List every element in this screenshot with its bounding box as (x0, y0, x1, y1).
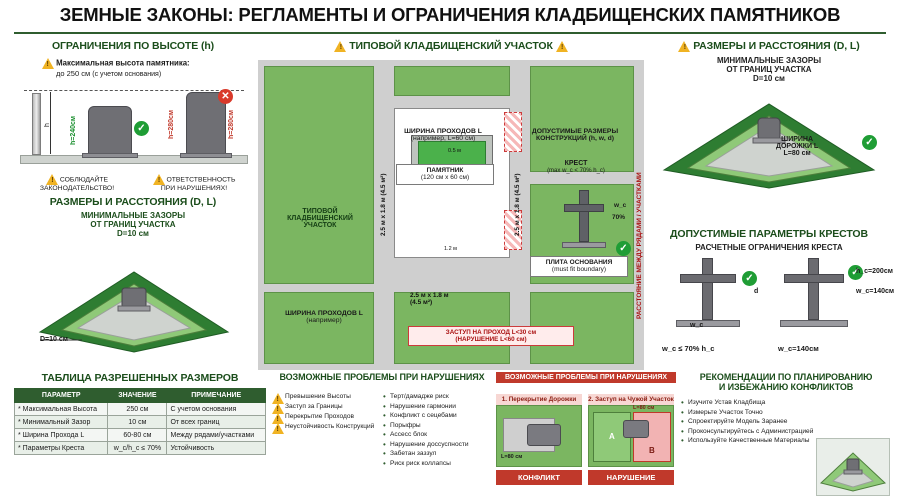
small-dim-2: 1.2 м (444, 246, 457, 252)
allowed-sizes-table (14, 388, 266, 455)
allowed-sizes-label: ДОПУСТИМЫЕ РАЗМЕРЫ КОНСТРУКЦИЙ (h, w, d) (531, 128, 619, 142)
cross-left-diagram (668, 254, 754, 336)
table-cell-value: 250 см (108, 403, 167, 416)
plot-3d-right (654, 84, 884, 192)
violation-caption (140, 174, 248, 193)
cross-horizontal (680, 274, 736, 283)
recommendation-item: • Проконсультируйтесь с Администрацией (680, 427, 816, 437)
cross-vertical (702, 258, 713, 320)
compliant-check-badge: ✓ (134, 118, 149, 136)
plate-note: (must fit boundary) (551, 266, 607, 274)
cross-heading: ДОПУСТИМЫЕ ПАРАМЕТРЫ КРЕСТОВ (670, 228, 868, 240)
warning-icon (272, 423, 284, 434)
table-cell-note: От всех границ (167, 416, 266, 429)
recs-heading-1: РЕКОМЕНДАЦИИ ПО ПЛАНИРОВАНИЮ (699, 372, 873, 382)
row-spacing-vertical-label: РАССТОЯНИЕ МЕЖДУ РЯДАМИ / УЧАСТКАМИ (636, 172, 643, 320)
warning-icon (153, 174, 165, 185)
plot-name-line2: КЛАДБИЩЕНСКИЙ (287, 215, 353, 222)
conflict-case-2-image (588, 405, 674, 467)
table-heading: ТАБЛИЦА РАЗРЕШЕННЫХ РАЗМЕРОВ (41, 372, 239, 384)
problem-detail: • Риск риск коллапсы (382, 459, 490, 469)
table-col-value: ЗНАЧЕНИЕ (108, 389, 167, 403)
problem-detail: • Нарушение гармонии (382, 402, 490, 412)
table-cell-value: w_c/h_c ≤ 70% (108, 442, 167, 455)
violation-caption-line2: ПРИ НАРУШЕНИЯХ! (160, 185, 228, 192)
table-cell-note: С учетом основания (167, 403, 266, 416)
warning-icon (46, 174, 58, 185)
plot-3d-right-svg (654, 84, 884, 192)
conflict-case-2 (588, 394, 674, 485)
cross-subheading: РАСЧЕТНЫЕ ОГРАНИЧЕНИЯ КРЕСТА (695, 243, 843, 252)
problems-right-list (382, 392, 490, 468)
problem-item: ! Перекрытие Проходов (272, 412, 376, 422)
cross-right-ok-badge: ✓ (848, 262, 863, 280)
monument-compliant-base (82, 153, 138, 158)
conflict-case-1-image (496, 405, 582, 467)
monument-compliant (88, 106, 132, 155)
table-header-row (15, 389, 266, 403)
conflict-case-1 (496, 394, 582, 485)
problem-item: ! Превышение Высоты (272, 392, 376, 402)
dist-right-ok-badge: ✓ (862, 132, 877, 150)
dist-right-heading-text: РАЗМЕРЫ И РАССТОЯНИЯ (D, L) (693, 40, 860, 52)
dist-left-sub1: МИНИМАЛЬНЫЕ ЗАЗОРЫ (80, 211, 186, 220)
monument-violating-base (180, 153, 232, 158)
warning-icon (556, 41, 568, 52)
problem-detail: • Забетан заззул (382, 449, 490, 459)
violation-caption-line1: ОТВЕТСТВЕННОСТЬ (166, 176, 236, 184)
compliance-caption-line2: ЗАКОНОДАТЕЛЬСТВО! (39, 185, 115, 192)
problem-detail: • Конфликт с сецебами (382, 411, 490, 421)
section-allowed-sizes-table (14, 372, 266, 494)
section-problems (272, 372, 492, 498)
grass-plot-right-top (530, 66, 634, 172)
section-distances-right (650, 40, 888, 228)
height-diagram (14, 84, 252, 174)
cross-vertical (808, 258, 819, 320)
cross-title-label: КРЕСТ (max w_c < 70% h_c) (547, 160, 605, 174)
cross-illustration (558, 188, 610, 250)
warning-icon (42, 58, 54, 69)
height-max-label: Максимальная высота памятника: (56, 58, 190, 68)
cross-left-ok-badge: ✓ (742, 268, 757, 286)
recommendation-item: • Измерьте Участок Точно (680, 408, 816, 418)
plot-name-line1: ТИПОВОЙ (302, 208, 338, 215)
dim-mid-vertical: 2.5 м x 1.8 м (4.5 м²) (514, 173, 521, 236)
height-axis-label: h (44, 123, 51, 127)
dist-left-sub2: ОТ ГРАНИЦ УЧАСТКА (90, 220, 176, 229)
cross-left-d: d (754, 288, 759, 295)
monument-encroaching (623, 420, 649, 438)
table-row (15, 429, 266, 442)
monument-label: ПАМЯТНИК (426, 166, 464, 174)
path-width-right-label: ШИРИНА ДОРОЖКИ L L=80 см (776, 136, 819, 157)
problems-heading: ВОЗМОЖНЫЕ ПРОБЛЕМЫ ПРИ НАРУШЕНИЯХ (279, 372, 485, 382)
path-width-bottom-label: ШИРИНА ПРОХОДОВ L (например) (285, 310, 363, 324)
table-col-note: ПРИМЕЧАНИЕ (167, 389, 266, 403)
grass-plot-left-lower (264, 292, 374, 364)
cross-vertical (579, 190, 589, 242)
conflict-case-2-verdict: НАРУШЕНИЕ (588, 470, 674, 485)
conflict-case-1-dim: L=80 см (501, 454, 523, 460)
center-heading (258, 40, 644, 52)
problem-item: ! Неустойчивость Конструкций (272, 422, 376, 432)
conflict-case-2-dim: L=80 см (633, 405, 655, 411)
cross-left-rule: w_c ≤ 70% h_c (662, 344, 715, 353)
section-distances-left (14, 196, 252, 366)
violation-line2: (НАРУШЕНИЕ L<60 см) (455, 336, 527, 344)
height-section-heading: ОГРАНИЧЕНИЯ ПО ВЫСОТЕ (h) (51, 40, 215, 52)
small-dim-1: 0.5 м (448, 148, 461, 154)
compliance-caption (26, 174, 128, 193)
height-max-value: до 250 см (56, 69, 91, 78)
cross-right-diagram (774, 254, 860, 336)
table-cell-value: 60-80 см (108, 429, 167, 442)
monument-overlap (527, 424, 561, 446)
plot-3d-left-dim: D=10 см (40, 336, 68, 343)
problem-item: ! Заступ за Границы (272, 402, 376, 412)
section-conflict-examples (496, 372, 676, 498)
problem-detail: • Нарушение доссуспности (382, 440, 490, 450)
recs-list (680, 398, 816, 446)
center-heading-text: ТИПОВОЙ КЛАДБИЩЕНСКИЙ УЧАСТОК (349, 40, 553, 52)
plate-label: ПЛИТА ОСНОВАНИЯ (545, 258, 613, 266)
cross-base (676, 320, 740, 327)
plot-name-line3: УЧАСТОК (303, 222, 337, 229)
cross-horizontal (784, 274, 844, 283)
table-cell-parameter: * Ширина Прохода L (15, 429, 108, 442)
cross-right-rule: w_c=140см (778, 344, 819, 353)
cross-horizontal (564, 204, 604, 212)
warning-icon (334, 41, 346, 52)
conflict-case-1-verdict: КОНФЛИКТ (496, 470, 582, 485)
table-row (15, 442, 266, 455)
section-recommendations (680, 372, 892, 498)
compliance-caption-line1: СОБЛЮДАЙТЕ (59, 176, 109, 184)
table-cell-parameter: * Максимальная Высота (15, 403, 108, 416)
dim-left-vertical: 2.5 м x 1.8 м (4.5 м²) (380, 173, 387, 236)
conflict-case-1-label: 1. Перекрытие Дорожки (496, 394, 582, 405)
monument-label-box (396, 164, 494, 185)
cross-base (562, 242, 606, 248)
table-cell-note: Между рядами/участками (167, 429, 266, 442)
plot-name-label (272, 208, 368, 229)
table-cell-note: Устойчивость (167, 442, 266, 455)
grass-plot-left (264, 66, 374, 284)
dist-right-heading (650, 40, 888, 52)
table-row (15, 403, 266, 416)
grass-plot-center-top (394, 66, 510, 96)
table-cell-parameter: * Минимальный Зазор (15, 416, 108, 429)
title-divider (14, 32, 886, 34)
violating-measure-1: h=280см (168, 109, 175, 139)
cross-ok-badge: ✓ (616, 238, 631, 256)
page-title: ЗЕМНЫЕ ЗАКОНЫ: РЕГЛАМЕНТЫ И ОГРАНИЧЕНИЯ КЛАДБИЩЕНСКИХ ПАМЯТНИКОВ (59, 4, 841, 25)
plot-3d-left (22, 236, 244, 356)
table-cell-value: 10 см (108, 416, 167, 429)
cross-right-wc: w_c=140см (856, 288, 895, 295)
section-typical-plot (258, 40, 644, 370)
cross-right-hc: h_c=200см (856, 268, 893, 275)
recs-heading-2: И ИЗБЕЖАНИЮ КОНФЛИКТОВ (718, 382, 854, 392)
compliant-measure: h=240см (70, 115, 77, 145)
dist-right-value: D=10 см (753, 74, 785, 83)
recommendation-item: • Спроектируйте Модель Заранее (680, 417, 816, 427)
problems-left-list (272, 392, 376, 432)
table-col-parameter: ПАРАМЕТР (15, 389, 108, 403)
problem-detail: • Порыфры (382, 421, 490, 431)
cross-wc-label: w_c (614, 202, 627, 209)
height-max-note: (с учетом основания) (92, 71, 162, 78)
dist-right-sub2: ОТ ГРАНИЦ УЧАСТКА (726, 65, 812, 74)
warning-icon (678, 41, 690, 52)
cross-left-wc: w_c (690, 322, 704, 329)
dim-bottom-horizontal: 2.5 м x 1.8 м (4.5 м²) (410, 292, 449, 306)
dist-left-heading: РАЗМЕРЫ И РАССТОЯНИЯ (D, L) (49, 196, 217, 208)
table-row (15, 416, 266, 429)
conflict-heading: ВОЗМОЖНЫЕ ПРОБЛЕМЫ ПРИ НАРУШЕНИЯХ (496, 372, 676, 383)
violation-line1: ЗАСТУП НА ПРОХОД L<30 см (445, 328, 537, 336)
violating-cross-badge: ✕ (218, 86, 233, 104)
cross-base (780, 320, 848, 327)
recommendations-illustration (816, 438, 890, 496)
problem-detail: • Ассесс блок (382, 430, 490, 440)
recommendation-item: • Изучите Устав Кладбища (680, 398, 816, 408)
measuring-rod (32, 93, 41, 155)
violation-tag (408, 326, 574, 346)
table-cell-parameter: * Параметры Креста (15, 442, 108, 455)
dist-right-sub1: МИНИМАЛЬНЫЕ ЗАЗОРЫ (716, 56, 822, 65)
section-height-limits (14, 40, 252, 190)
violating-measure-2: h=280см (228, 109, 235, 139)
problem-detail: • Терт/дамадже риск (382, 392, 490, 402)
recommendation-item: • Используйте Качественные Материалы (680, 436, 816, 446)
section-cross-parameters (650, 228, 895, 368)
recommendations-illustration-svg (817, 439, 889, 495)
monument-size: (120 см x 60 см) (420, 174, 470, 182)
height-limit-line (24, 90, 244, 91)
dist-left-value: D=10 см (117, 229, 149, 238)
plot-a-marker: A (609, 432, 615, 441)
cross-wc-percent: 70% (612, 214, 626, 221)
plate-label-box (530, 256, 628, 277)
conflict-case-2-label: 2. Заступ на Чужой Участок (588, 396, 674, 403)
height-max-callout (42, 58, 238, 80)
path-width-top-label: ШИРИНА ПРОХОДОВ L (например, L=60 см) (404, 128, 482, 142)
plot-b-marker: B (649, 446, 655, 455)
